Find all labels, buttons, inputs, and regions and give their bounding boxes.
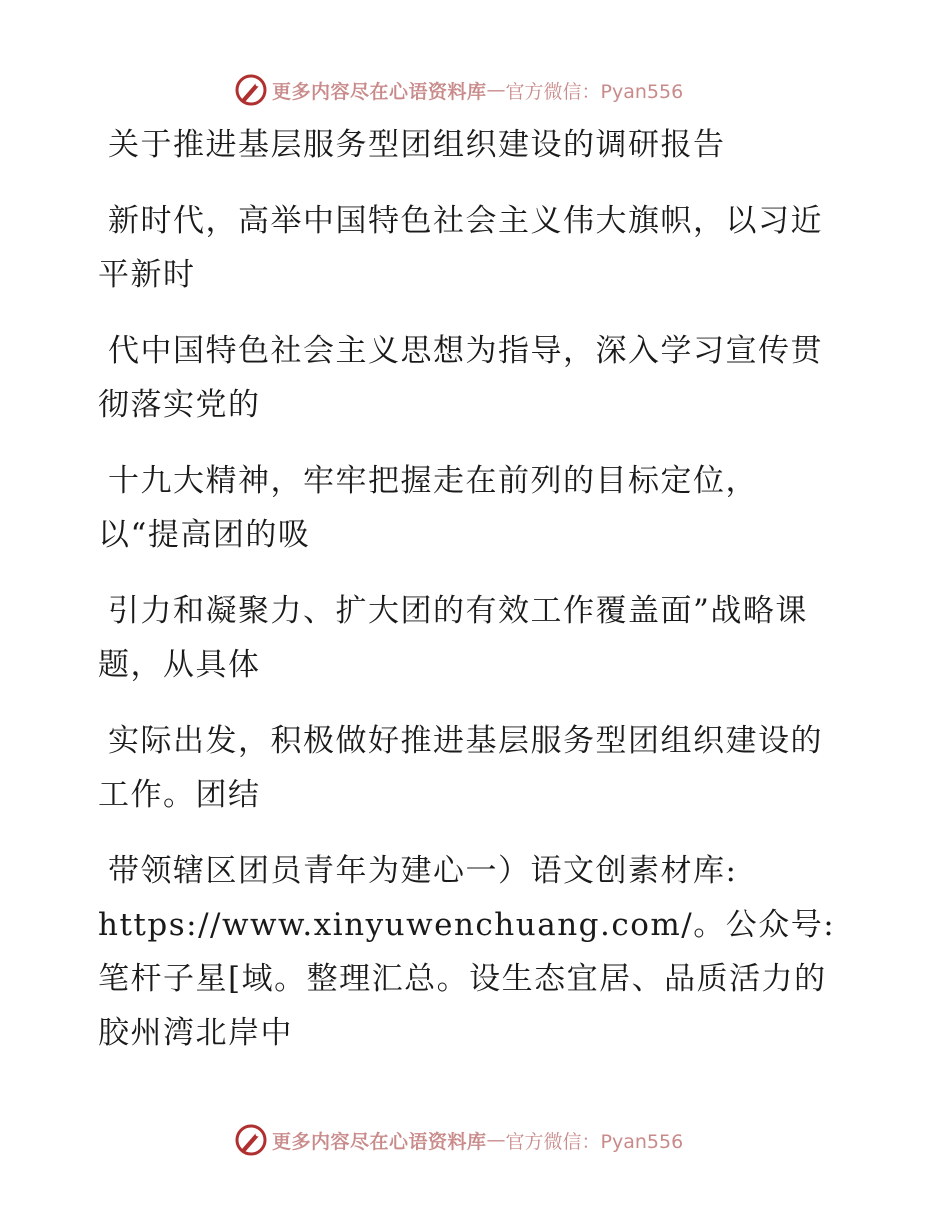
paragraph: 实际出发，积极做好推进基层服务型团组织建设的工作。团结 — [98, 723, 823, 813]
header-banner — [234, 72, 754, 108]
paragraph: 引力和凝聚力、扩大团的有效工作覆盖面”战略课题，从具体 — [98, 593, 808, 683]
banner-title: 更多内容尽在心语资料库 — [272, 80, 487, 103]
banner-title: 更多内容尽在心语资料库 — [272, 1130, 487, 1153]
document-title: 关于推进基层服务型团组织建设的调研报告 — [108, 127, 726, 163]
document-body — [98, 118, 838, 1060]
pen-circle-logo-icon — [234, 73, 268, 107]
paragraph: 十九大精神，牢牢把握走在前列的目标定位，以“提高团的吸 — [98, 463, 758, 553]
paragraph: 带领辖区团员青年为建心一）语文创素材库: https://www.xinyuwenchuang.com/。公众号: 笔杆子星[域。整理汇总。设生态宜居、品质活力的胶州湾北岸中 — [98, 853, 836, 1051]
footer-banner — [234, 1122, 754, 1158]
banner-separator: — — [486, 79, 506, 101]
banner-contact: 官方微信：Pyan556 — [505, 80, 684, 103]
paragraph: 代中国特色社会主义思想为指导，深入学习宣传贯彻落实党的 — [98, 333, 823, 423]
banner-contact: 官方微信：Pyan556 — [505, 1130, 684, 1153]
paragraph: 新时代，高举中国特色社会主义伟大旗帜，以习近平新时 — [98, 203, 823, 293]
pen-circle-logo-icon — [234, 1123, 268, 1157]
banner-separator: — — [486, 1129, 506, 1151]
